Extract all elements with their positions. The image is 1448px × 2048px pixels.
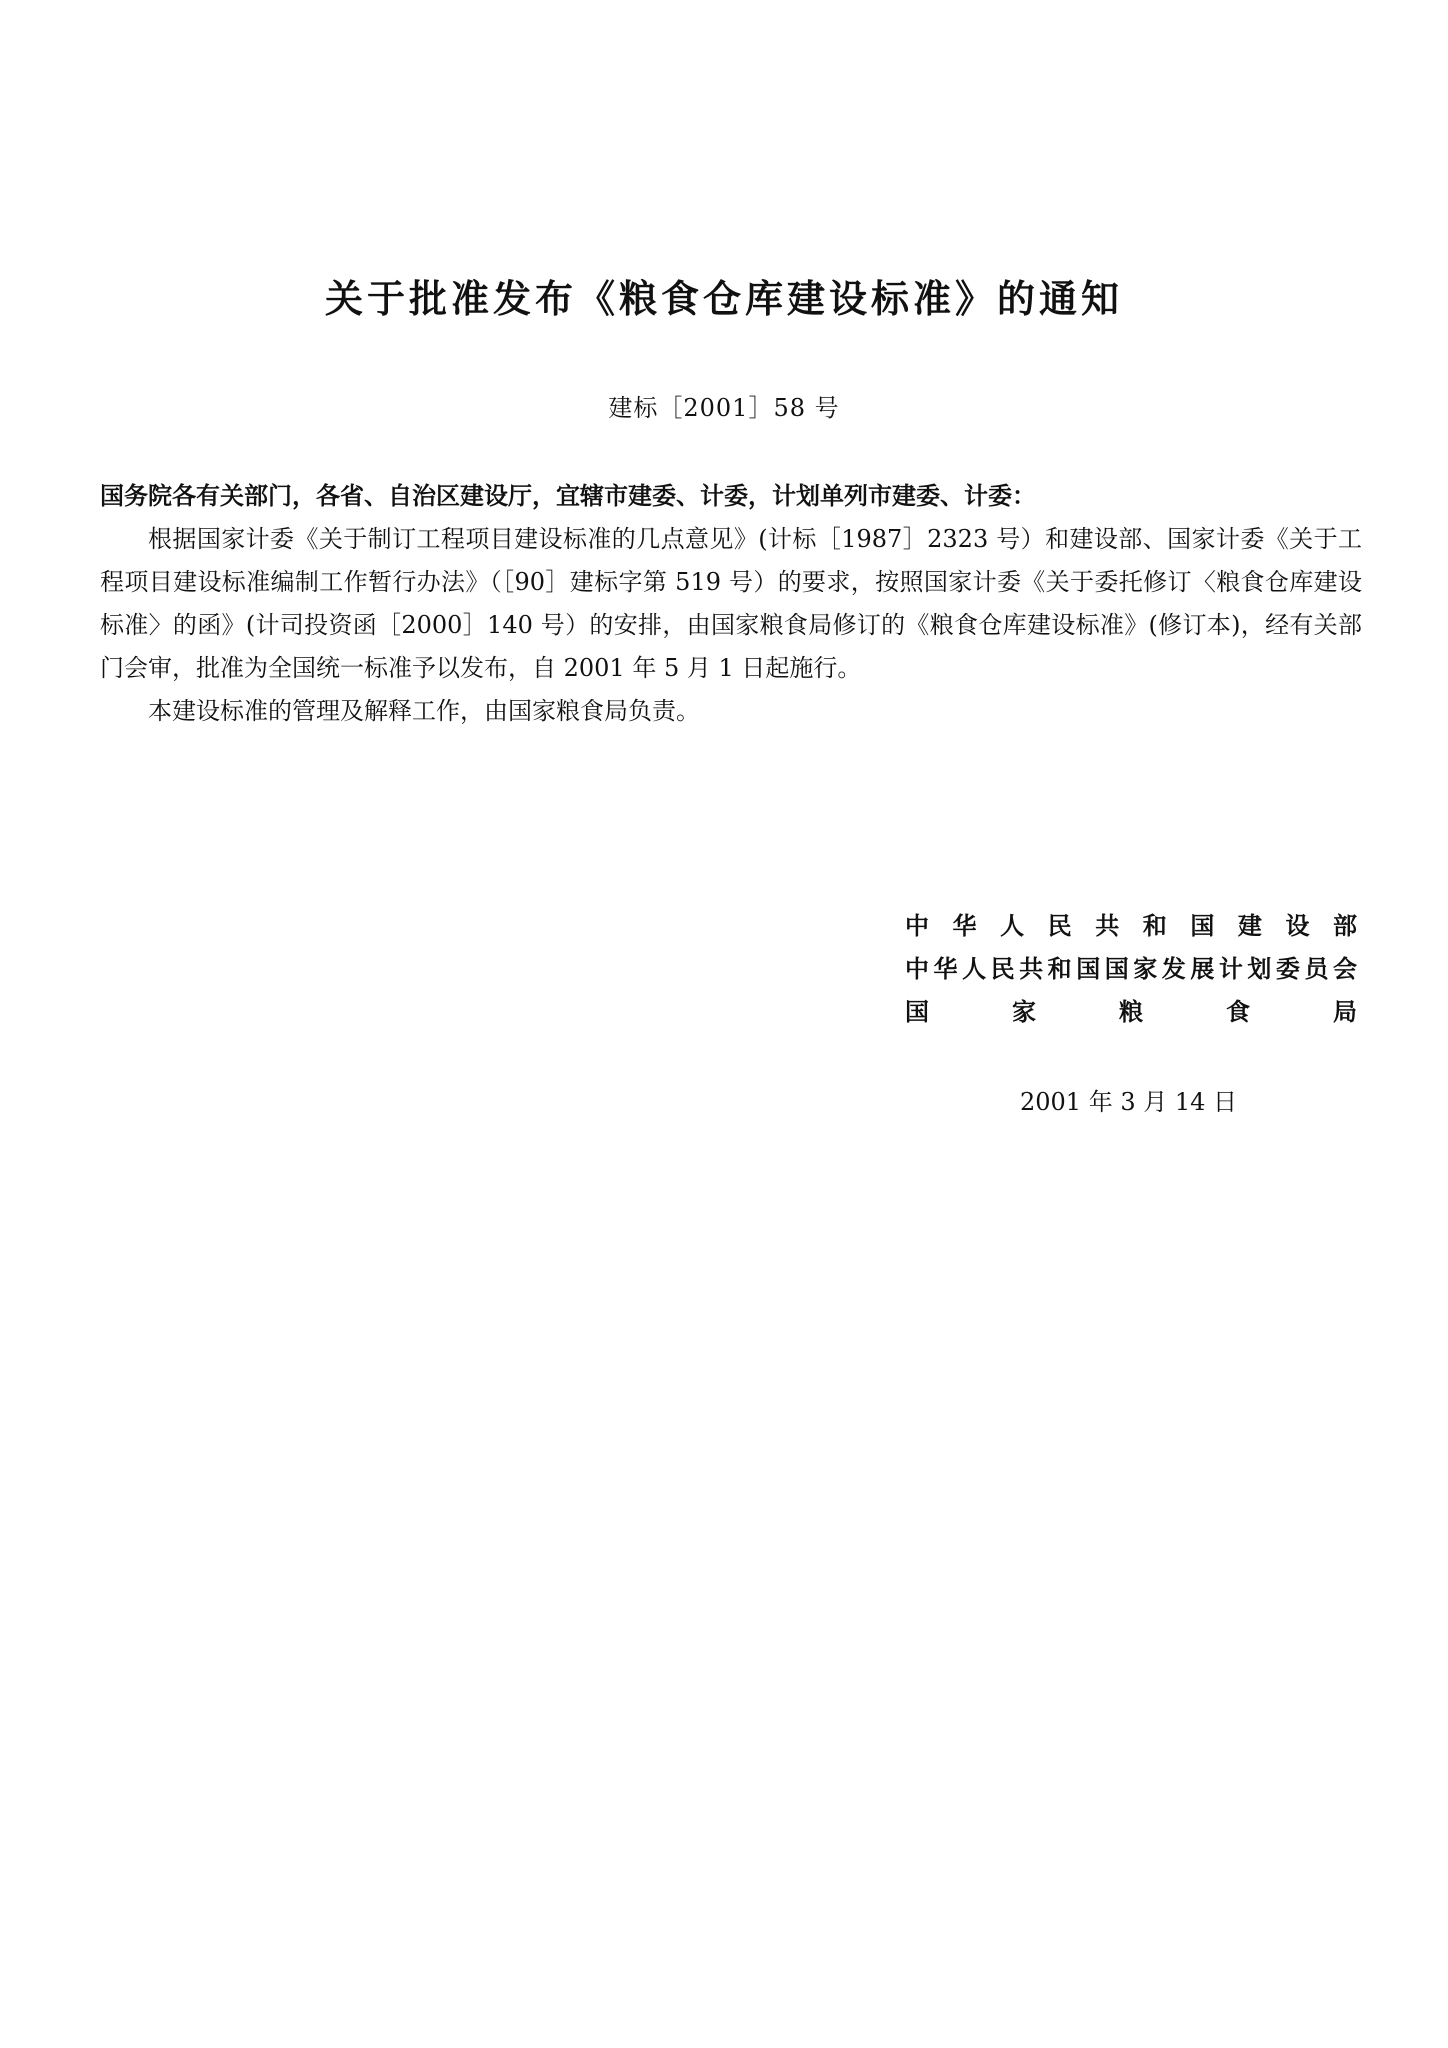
body-paragraph-approval: 根据国家计委《关于制订工程项目建设标准的几点意见》(计标［1987］2323 号）和建设部、国家计委《关于工程项目建设标准编制工作暂行办法》（［90］建标字第 519 号）的要求，按照国家计委《关于委托修订〈粮食仓库建设标准〉的函》(计司投资函［2000］140 号）的安排，由国家粮食局修订的《粮食仓库建设标准》(修订本)，经有关部门会审，批准为全国统一标准予以发布，自 2001 年 5 月 1 日起施行。	[100, 525, 1362, 682]
signer-grain-bureau: 国家粮食局	[905, 998, 1357, 1026]
signer-ministry-of-construction: 中华人民共和国建设部	[905, 912, 1357, 940]
body-paragraph-responsibility: 本建设标准的管理及解释工作，由国家粮食局负责。	[148, 697, 700, 725]
signer-development-planning-commission: 中华人民共和国国家发展计划委员会	[905, 955, 1357, 983]
notice-title: 关于批准发布《粮食仓库建设标准》的通知	[324, 277, 1123, 321]
document-number: 建标［2001］58 号	[608, 394, 840, 422]
notice-body	[100, 518, 1362, 733]
issue-date: 2001 年 3 月 14 日	[1020, 1088, 1238, 1116]
addressee-line: 国务院各有关部门，各省、自治区建设厅，宜辖市建委、计委，计划单列市建委、计委：	[100, 482, 1036, 510]
signing-authorities	[905, 905, 1357, 1034]
